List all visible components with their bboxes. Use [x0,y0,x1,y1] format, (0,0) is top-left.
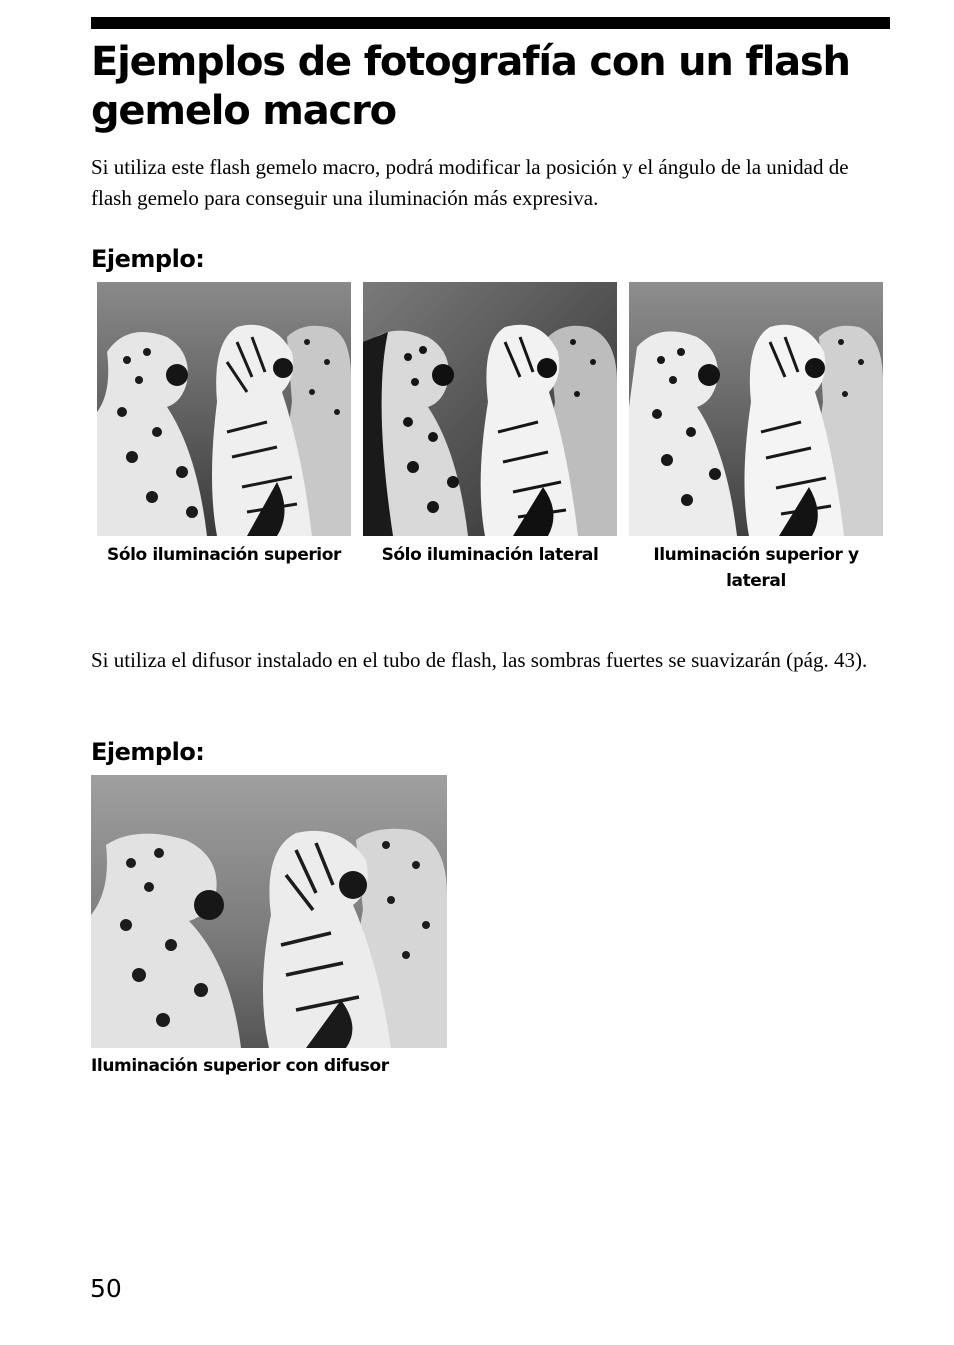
photo-top-lighting-diffuser [91,775,447,1048]
photo-side-lighting [363,282,617,536]
top-rule [91,17,890,29]
caption-top-lighting: Sólo iluminación superior [106,545,342,565]
page-number: 50 [90,1274,122,1303]
diffuser-paragraph: Si utiliza el difusor instalado en el tubo de flash, las sombras fuertes se suavizarán (pág. 43). [91,648,868,672]
example-heading-2: Ejemplo: [91,738,205,766]
caption-side-lighting: Sólo iluminación lateral [381,545,599,565]
photo-top-and-side-lighting [629,282,883,536]
page-title: Ejemplos de fotografía con un flash gemelo macro [91,39,850,134]
example-heading-1: Ejemplo: [91,245,205,273]
caption-top-and-side-lighting: Iluminación superior y lateral [653,545,859,591]
caption-top-lighting-diffuser: Iluminación superior con difusor [91,1056,389,1076]
intro-paragraph: Si utiliza este flash gemelo macro, podrá modificar la posición y el ángulo de la unidad de flash gemelo para conseguir una iluminación más expresiva. [91,155,849,210]
photo-top-lighting [97,282,351,536]
